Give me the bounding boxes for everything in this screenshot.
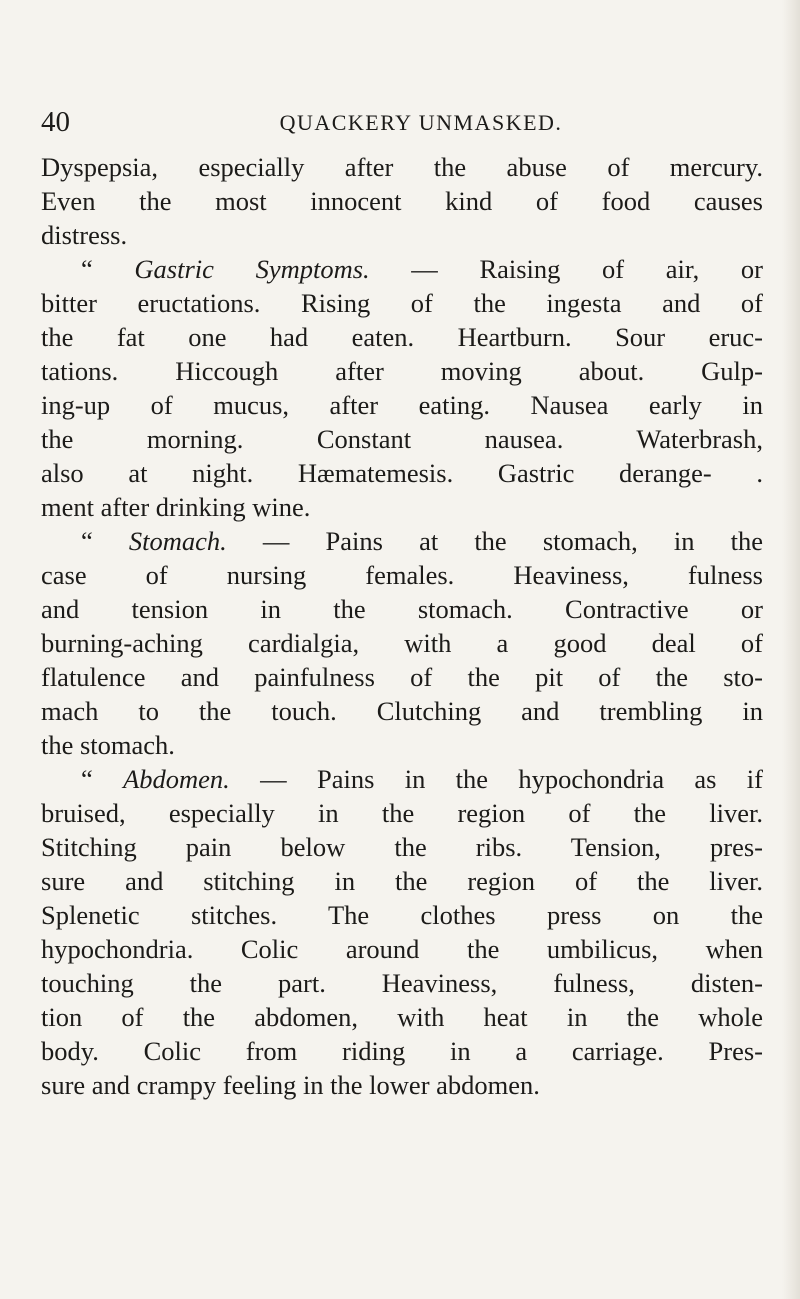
page-header	[41, 104, 761, 140]
text-line: tations. Hiccough after moving about. Gulp-	[41, 356, 763, 386]
page-number: 40	[41, 106, 70, 138]
text-line: the stomach.	[41, 730, 175, 760]
text-line: — Pains at the stomach, in the	[226, 526, 763, 556]
text-line: bitter eructations. Rising of the ingesta and of	[41, 288, 763, 318]
text-line: also at night. Hæmatemesis. Gastric derange- .	[41, 458, 763, 488]
section-title-stomach: Stomach.	[128, 526, 227, 556]
text-line: the fat one had eaten. Heartburn. Sour eruc-	[41, 322, 763, 352]
section-title-gastric: Gastric Symptoms.	[134, 254, 370, 284]
text-line: the morning. Constant nausea. Waterbrash,	[41, 424, 763, 454]
text-line: ing-up of mucus, after eating. Nausea early in	[41, 390, 763, 420]
section-heading-line-abdomen	[41, 762, 763, 796]
text-line: body. Colic from riding in a carriage. Pres-	[41, 1036, 763, 1066]
text-line: distress.	[41, 220, 128, 250]
section-heading-line-gastric	[41, 252, 763, 286]
open-quote: “	[81, 526, 93, 556]
text-line: Even the most innocent kind of food causes	[41, 186, 763, 216]
body-text	[41, 150, 763, 1102]
text-line: ment after drinking wine.	[41, 492, 311, 522]
text-line: — Pains in the hypochondria as if	[229, 764, 763, 794]
text-line: tion of the abdomen, with heat in the whole	[41, 1002, 763, 1032]
text-line: mach to the touch. Clutching and trembling in	[41, 696, 763, 726]
text-line: flatulence and painfulness of the pit of the sto-	[41, 662, 763, 692]
text-line: case of nursing females. Heaviness, fulness	[41, 560, 763, 590]
text-line: Splenetic stitches. The clothes press on the	[41, 900, 763, 930]
text-line: Stitching pain below the ribs. Tension, pres-	[41, 832, 763, 862]
page-edge-shadow	[782, 0, 800, 1299]
running-title: QUACKERY UNMASKED.	[279, 110, 563, 135]
text-line: Dyspepsia, especially after the abuse of mercury.	[41, 152, 763, 182]
text-line: hypochondria. Colic around the umbilicus, when	[41, 934, 763, 964]
open-quote: “	[81, 254, 93, 284]
text-line: and tension in the stomach. Contractive or	[41, 594, 763, 624]
text-line: burning-aching cardialgia, with a good deal of	[41, 628, 763, 658]
text-line: touching the part. Heaviness, fulness, disten-	[41, 968, 763, 998]
text-line: sure and crampy feeling in the lower abdomen.	[41, 1070, 540, 1100]
text-line: bruised, especially in the region of the liver.	[41, 798, 763, 828]
open-quote: “	[81, 764, 93, 794]
section-heading-line-stomach	[41, 524, 763, 558]
text-line: — Raising of air, or	[369, 254, 764, 284]
text-line: sure and stitching in the region of the liver.	[41, 866, 763, 896]
section-title-abdomen: Abdomen.	[123, 764, 230, 794]
